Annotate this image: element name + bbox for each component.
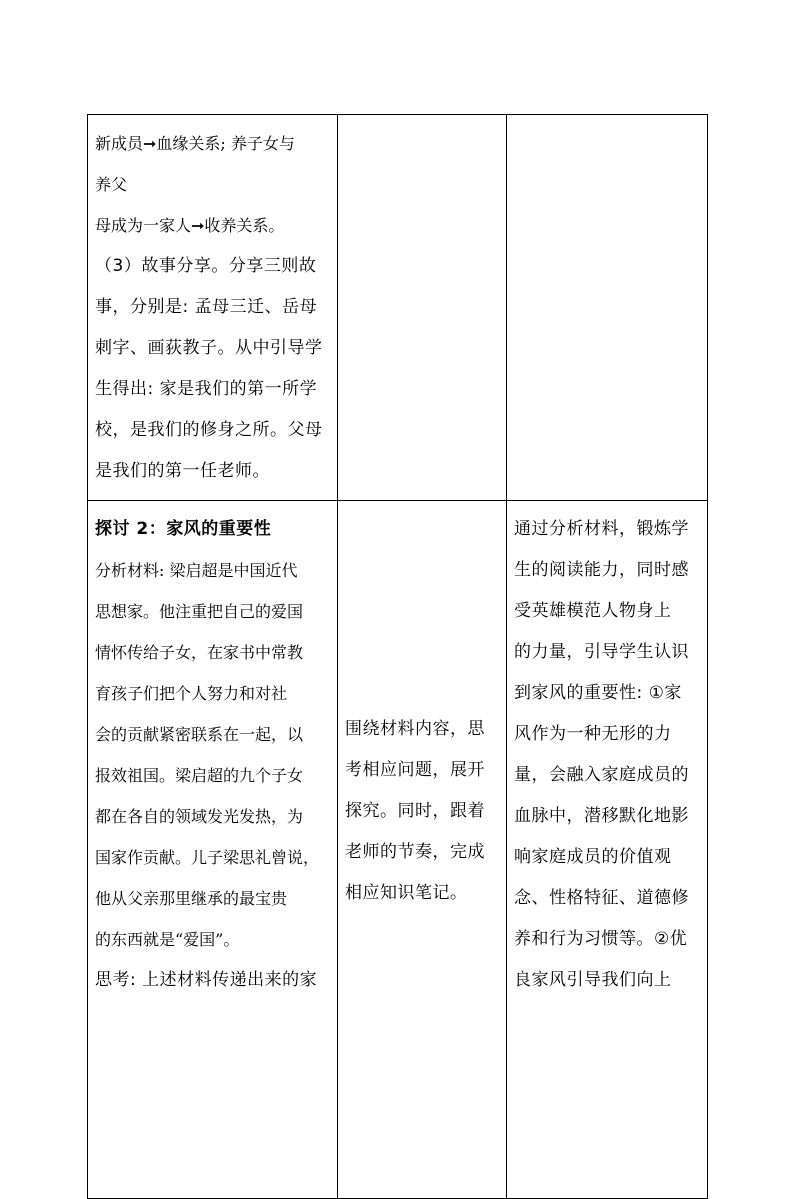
text-line: 生得出: 家是我们的第一所学 — [95, 379, 318, 399]
text-line: 养父 — [95, 175, 128, 194]
activity-cell — [88, 501, 338, 1199]
text-line: 事，分别是: 孟母三迁、岳母 — [95, 297, 318, 317]
text-line: 会的贡献紧密联系在一起，以 — [95, 725, 304, 744]
text-line: 分析材料: 梁启超是中国近代 — [95, 561, 298, 580]
text-line: 报效祖国。梁启超的九个子女 — [95, 766, 304, 785]
table-row — [88, 501, 708, 1199]
text-line: 国家作贡献。儿子梁思礼曾说， — [95, 848, 320, 867]
lesson-plan-table — [87, 114, 708, 1199]
text-line: 情怀传给子女，在家书中常教 — [95, 643, 304, 662]
text-line: 的力量，引导学生认识 — [514, 642, 689, 662]
student-activity-cell — [338, 115, 507, 501]
text-line: 新成员➞血缘关系; 养子女与 — [95, 134, 295, 153]
design-intent-cell — [507, 115, 708, 501]
text-line: 老师的节奏，完成 — [345, 842, 485, 862]
text-line: 养和行为习惯等。②优 — [514, 929, 688, 949]
student-activity-cell — [338, 501, 507, 1199]
text-line: 育孩子们把个人努力和对社 — [95, 684, 288, 703]
text-line: 探究。同时，跟着 — [345, 801, 485, 821]
text-line: 生的阅读能力，同时感 — [514, 560, 689, 580]
text-line: 考相应问题，展开 — [345, 760, 485, 780]
table-row — [88, 115, 708, 501]
text-line: 通过分析材料，锻炼学 — [514, 519, 689, 539]
activity-cell — [88, 115, 338, 501]
text-line: 良家风引导我们向上 — [514, 970, 672, 990]
text-line: 量，会融入家庭成员的 — [514, 765, 689, 785]
text-line: 受英雄模范人物身上 — [514, 601, 672, 621]
text-line: （3）故事分享。分享三则故 — [95, 256, 317, 276]
text-line: 到家风的重要性: ①家 — [514, 683, 682, 703]
text-line: 都在各自的领域发光发热，为 — [95, 807, 304, 826]
text-line: 是我们的第一任老师。 — [95, 461, 270, 481]
text-line: 母成为一家人➞收养关系。 — [95, 216, 285, 235]
design-intent-cell — [507, 501, 708, 1199]
text-line: 的东西就是“爱国”。 — [95, 930, 240, 949]
section-heading: 探讨 2：家风的重要性 — [95, 519, 272, 539]
text-line: 风作为一种无形的力 — [514, 724, 672, 744]
text-line: 相应知识笔记。 — [345, 883, 468, 903]
text-line: 围绕材料内容，思 — [345, 719, 485, 739]
text-line: 血脉中，潜移默化地影 — [514, 806, 689, 826]
text-line: 响家庭成员的价值观 — [514, 847, 672, 867]
text-line: 校，是我们的修身之所。父母 — [95, 420, 323, 440]
text-line: 思想家。他注重把自己的爱国 — [95, 602, 304, 621]
text-line: 念、性格特征、道德修 — [514, 888, 689, 908]
text-line: 他从父亲那里继承的最宝贵 — [95, 889, 288, 908]
text-line: 刺字、画荻教子。从中引导学 — [95, 338, 323, 358]
text-line: 思考: 上述材料传递出来的家 — [95, 970, 318, 990]
